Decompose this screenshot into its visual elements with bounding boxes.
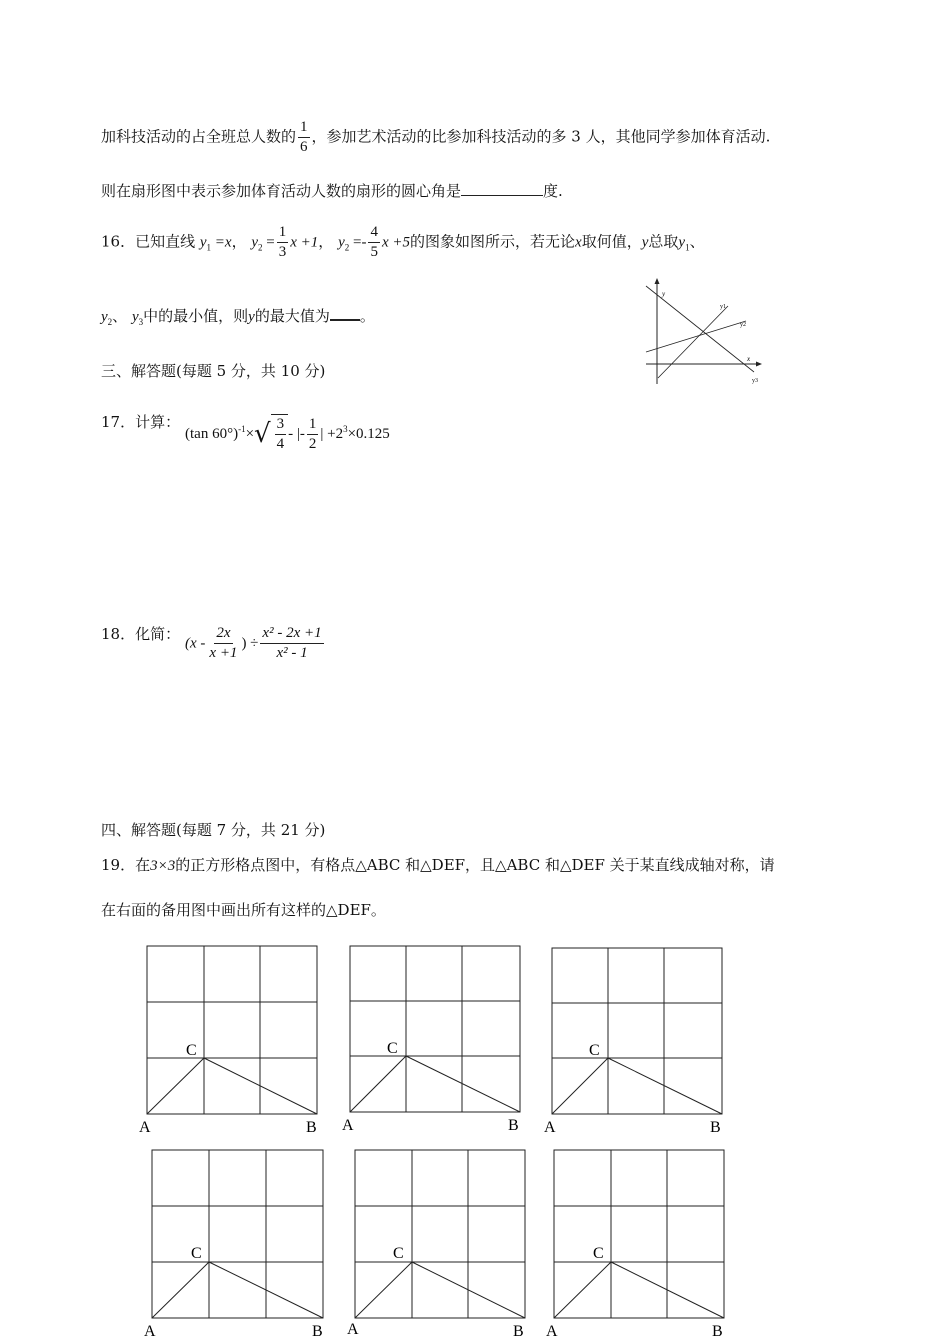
grid-figure-5 <box>343 1144 543 1342</box>
q19-line1: 19．在3×3的正方形格点图中，有格点△ABC 和△DEF，且△ABC 和△DEF 关于某直线成轴对称，请 <box>101 856 775 874</box>
graph-y-label: y <box>662 290 666 298</box>
q15-line2: 则在扇形图中表示参加体育活动人数的扇形的圆心角是 度. <box>101 182 563 200</box>
vertex-c: C <box>593 1245 604 1262</box>
vertex-c: C <box>393 1245 404 1262</box>
vertex-b: B <box>312 1323 323 1340</box>
q18-expression: (x - $\frac{2x}{x +1}$ ) ÷ $\frac{\text{x² - 2x +1}}{\text{x² - 1}}$ <box>185 625 322 661</box>
vertex-c: C <box>186 1042 197 1059</box>
q19-line2: 在右面的备用图中画出所有这样的△DEF。 <box>101 901 386 919</box>
grid-figure-1 <box>135 940 335 1140</box>
answer-blank-short[interactable] <box>330 305 360 321</box>
vertex-a: A <box>139 1119 151 1136</box>
graph-y2-label: y2 <box>740 322 746 328</box>
answer-blank[interactable] <box>461 181 543 196</box>
q15-line1: 加科技活动的占全班总人数的 $\frac{1}{6}$ ，参加艺术活动的比参加科技活动的多 3 人，其他同学参加体育活动. <box>101 119 771 155</box>
vertex-b: B <box>508 1117 519 1134</box>
q17-label: 17．计算： <box>101 413 181 431</box>
vertex-c: C <box>191 1245 202 1262</box>
vertex-a: A <box>544 1119 556 1136</box>
vertex-b: B <box>710 1119 721 1136</box>
q16-line1: 16．已知直线 $y_1 =x$， $y_2$ = $\frac{1}{3}$ x +1， $y_2$ =- $\frac{4}{5}$ x +5的图象如图所示，若无论x取何值，y总取$y_1$、 <box>101 224 705 260</box>
grid-figure-2 <box>338 940 538 1140</box>
vertex-c: C <box>589 1042 600 1059</box>
graph-y3-label: y3 <box>752 378 758 384</box>
section-4-heading: 四、解答题(每题 7 分，共 21 分) <box>101 821 326 839</box>
graph-y1-label: y1 <box>720 304 726 310</box>
graph-x-label: x <box>747 355 751 363</box>
vertex-c: C <box>387 1040 398 1057</box>
grid-figure-3 <box>540 940 740 1140</box>
vertex-a: A <box>347 1321 359 1338</box>
q18-label: 18．化简： <box>101 625 181 643</box>
vertex-b: B <box>712 1323 723 1340</box>
vertex-a: A <box>546 1323 558 1340</box>
section-3-heading: 三、解答题(每题 5 分，共 10 分) <box>101 362 326 380</box>
q17-expression: (tan 60°)$^{-1}$× √ $\frac{3}{4}$ - |- $\frac{1}{2}$ | $+2^3\times 0.125$ <box>185 415 390 452</box>
vertex-a: A <box>342 1117 354 1134</box>
q16-line2: $y_2$、 $y_3$中的最小值，则y的最大值为 。 <box>101 307 375 327</box>
q16-line-graph <box>640 276 770 388</box>
grid-figure-4 <box>140 1144 340 1342</box>
vertex-b: B <box>513 1323 524 1340</box>
vertex-b: B <box>306 1119 317 1136</box>
q15-fraction: $\frac{1}{6}$ <box>300 119 308 155</box>
vertex-a: A <box>144 1323 156 1340</box>
grid-figure-6 <box>542 1144 742 1342</box>
